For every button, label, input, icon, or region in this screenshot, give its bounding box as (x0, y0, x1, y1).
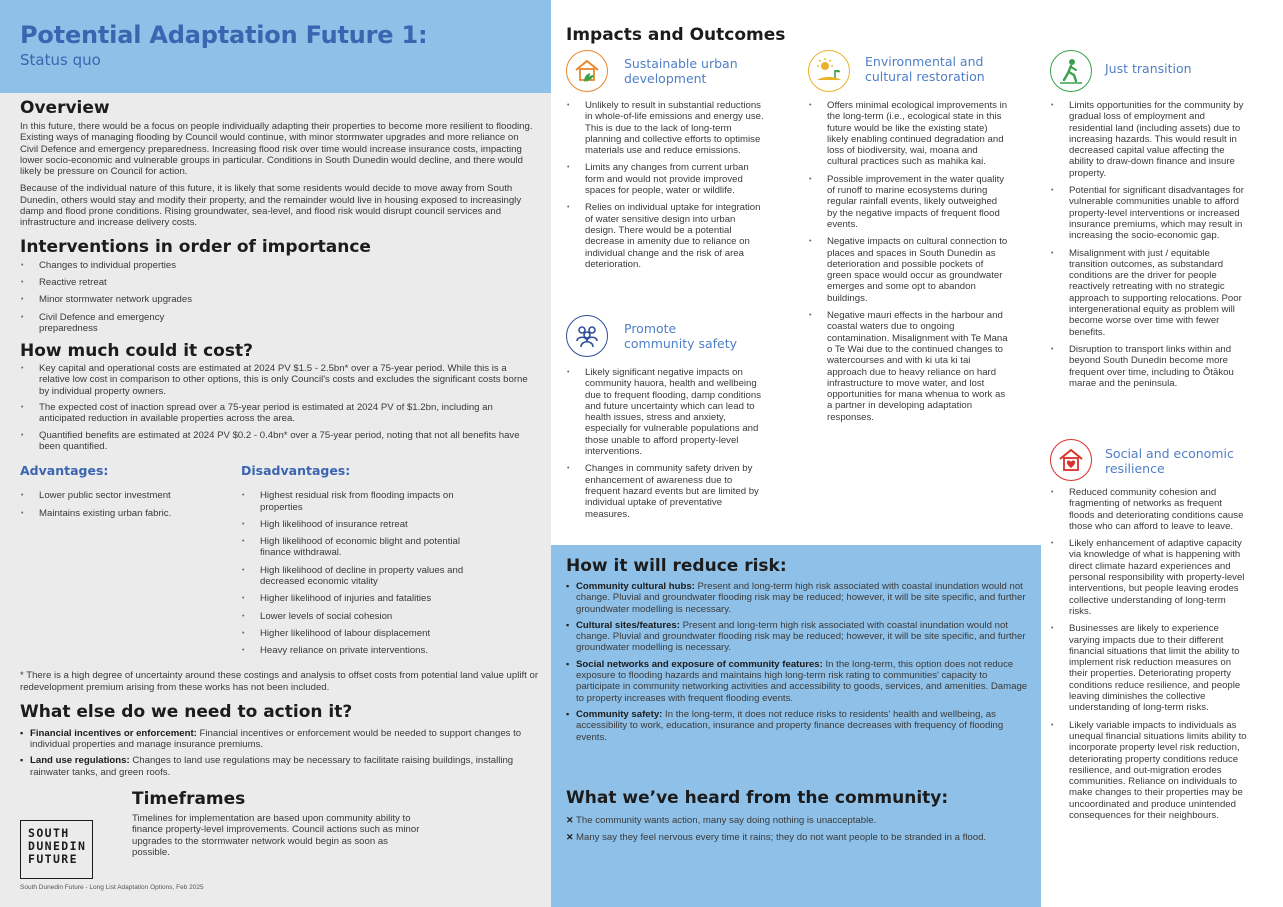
list-item: • Quantified benefits are estimated at 2024 PV $0.2 - 0.4bn* over a 75-year period, noting that not all benefits have been quantified. (20, 430, 538, 453)
list-item: • Limits opportunities for the community by gradual loss of employment and residential land (including assets) due to increasing hazards. This would result in decreased capital value affecting the ability to draw-down finance and insure property. (1050, 100, 1250, 179)
list-item: • Lower public sector investment (20, 490, 230, 501)
left-panel (0, 0, 551, 907)
urban-list (566, 100, 766, 270)
list-item: • Negative impacts on cultural connection to places and spaces in South Dunedin as deterioration and possible pockets of green space would occur as groundwater emerges and some opt to abandon buildings. (808, 236, 1008, 304)
list-item: • Reactive retreat (20, 277, 538, 288)
footer: South Dunedin Future - Long List Adaptation Options, Feb 2025 (20, 884, 204, 891)
sun-nature-icon (808, 50, 850, 92)
left-body (20, 97, 538, 778)
list-item: • Maintains existing urban fabric. (20, 508, 230, 519)
disadvantages-column (241, 463, 538, 656)
list-item: • Negative mauri effects in the harbour and coastal waters due to ongoing contamination. Misalignment with Te Mana o Te Wai due to the continued changes to watercourses and with ki uta ki tai approach due to heavy reliance on hard infrastructure to move water, and lost opportunities for mana whenua to work as a partner in developing adaptation responses. (808, 310, 1008, 423)
timeframes-heading: Timeframes (132, 789, 246, 809)
cost-heading: How much could it cost? (20, 341, 253, 362)
list-item: ▪ Community cultural hubs: Present and long-term high risk associated with coastal inundation would not change. Pluvial and groundwater flooding risk may be reduced; however, it will be site specific, and further groundwater modelling is necessary. (566, 581, 1028, 615)
community-section (566, 787, 1028, 850)
people-group-icon (566, 315, 608, 357)
cost-list (20, 363, 538, 452)
list-item: • Disruption to transport links within and beyond South Dunedin become more frequent over time, including to Ōtākou marae and the peninsula. (1050, 344, 1250, 389)
timeframes-text: Timelines for implementation are based upon community ability to finance property-level improvements. Council actions such as minor upgrades to the stormwater network would begin as soon as possible. (132, 813, 420, 858)
list-item: • Businesses are likely to experience varying impacts due to their different financial situations that limit the ability to implement risk reduction measures on their properties. Deteriorating property conditions reduce resilience, and people leaving diminishes the collective understanding of long-term risks. (1050, 623, 1250, 713)
list-item: • Minor stormwater network upgrades (20, 294, 538, 305)
overview-paragraph: In this future, there would be a focus on people individually adapting their properties to become more resilient to flooding. Existing ways of managing flooding by Council would continue, with minor stormwater upgrades and more reliance on Civil Defence and emergency preparedness. Increasing flood risk over time would increase insurance costs, impacting lower socio-economic and vulnerable groups in particular. Conditions in South Dunedin would decline, and there would likely be pressure on Council for action. (20, 121, 533, 178)
list-item: • Heavy reliance on private interventions. (241, 645, 491, 656)
community-heading: What we’ve heard from the community: (566, 788, 949, 808)
environment-list (808, 100, 1008, 423)
risk-content (566, 555, 1028, 748)
community-list (566, 815, 1028, 844)
list-item: • Offers minimal ecological improvements in the long-term (i.e., ecological state in this future would be like the existing state) likely enabling continued degradation and loss of biodiversity, wai, moana and cultural practices such as mahika kai. (808, 100, 1008, 168)
list-item: • Changes in community safety driven by enhancement of awareness due to frequent hazard events but are limited by individual uptake of preventative measures. (566, 463, 766, 519)
category-title: Promote community safety (624, 321, 738, 351)
page-subtitle: Status quo (20, 51, 101, 69)
list-item: • Limits any changes from current urban form and would not provide improved spaces for people, water or wildlife. (566, 162, 766, 196)
list-item: • Likely significant negative impacts on community hauora, health and wellbeing due to frequent flooding, damp conditions and future uncertainty which can lead to health issues, stress and anxiety, especially for vulnerable populations and those unable to afford property-level interventions. (566, 367, 766, 457)
interventions-heading: Interventions in order of importance (20, 236, 371, 257)
list-item: • Possible improvement in the water quality of runoff to marine ecosystems during regular rainfall events, likely outweighed by the negative impacts of frequent flood events. (808, 174, 1008, 230)
logo-line: DUNEDIN (28, 839, 87, 853)
logo-line: FUTURE (28, 852, 78, 866)
title-band (0, 0, 551, 93)
list-item: • High likelihood of insurance retreat (241, 519, 491, 530)
disadvantages-heading: Disadvantages: (241, 463, 351, 479)
list-item: ▪ Community safety: In the long-term, it does not reduce risks to residents' health and wellbeing, as accessibility to work, education, insurance and property finance decreases with frequency of flooding events. (566, 709, 1028, 743)
list-item: ✕ The community wants action, many say doing nothing is unacceptable. (566, 815, 1028, 826)
action-heading: What else do we need to action it? (20, 701, 353, 722)
list-item: • Changes to individual properties (20, 260, 538, 271)
timeframes-section (132, 788, 432, 858)
page-title: Potential Adaptation Future 1: (20, 21, 428, 49)
list-item: ▪ Cultural sites/features: Present and long-term high risk associated with coastal inundation would not change. Pluvial and groundwater flooding risk may be reduced; however, it will be site specific, and further groundwater modelling is necessary. (566, 620, 1028, 654)
list-item: • High likelihood of economic blight and potential finance withdrawal. (241, 536, 491, 559)
list-item: • Likely enhancement of adaptive capacity via knowledge of what is happening with direct climate hazard experiences and personal responsibility with property-level interventions, but people leaving erodes collective understanding of long-term risks. (1050, 538, 1250, 617)
list-item: • Higher likelihood of injuries and fatalities (241, 593, 491, 604)
list-item: • Misalignment with just / equitable transition outcomes, as substandard conditions are the driver for people reactively retreating with no strategic approach to supporting relocations. Poor intergenerational equity as problem will become worse over time with fewer benefits. (1050, 248, 1250, 338)
risk-list (566, 581, 1028, 743)
list-item: ▪ Financial incentives or enforcement: Financial incentives or enforcement would be needed to support changes to individual properties and manage insurance premiums. (20, 728, 538, 751)
pros-cons (20, 463, 538, 663)
list-item: • Likely variable impacts to individuals as unequal financial situations limits ability to incorporate property level risk reduction, deteriorating property conditions reduce resilience, and out-migration erodes communities. Reliance on individuals to make changes to their properties may be uncoordinated and produce unintended consequences for their neighbours. (1050, 720, 1250, 822)
list-item: • High likelihood of decline in property values and decreased economic vitality (241, 565, 491, 588)
footnote: * There is a high degree of uncertainty around these costings and analysis to offset costs from potential land value uplift or redevelopment premium arising from these works has not been included. (20, 670, 539, 693)
list-item: • Highest residual risk from flooding impacts on properties (241, 490, 491, 513)
house-plant-icon (566, 50, 608, 92)
logo (20, 820, 93, 879)
list-item: • Relies on individual uptake for integration of water sensitive design into urban design. There would be a potential decrease in amenity due to reliance on individual change and the risk of area deterioration. (566, 202, 766, 270)
community-safety-column (566, 367, 766, 526)
category-title: Just transition (1105, 61, 1192, 76)
category-title: Environmental and cultural restoration (865, 54, 985, 84)
social-list (1050, 487, 1250, 821)
list-item: • Civil Defence and emergency preparedness (20, 312, 210, 335)
disadvantages-list (241, 490, 491, 656)
list-item: • Key capital and operational costs are estimated at 2024 PV $1.5 - 2.5bn* over a 75-year period. While this is a relative low cost in comparison to other options, this is only Council's costs and excludes the significant costs borne by individual property owners. (20, 363, 538, 397)
list-item: ▪ Social networks and exposure of community features: In the long-term, this option does not reduce exposure to flooding hazards and maintains high long-term risk rating to communities' capacity to participate in community networking activities and accessibility to goods, services, and amenities. Damage to property increases with frequent flooding events. (566, 659, 1028, 704)
advantages-list (20, 490, 230, 519)
logo-line: SOUTH (28, 826, 70, 840)
advantages-heading: Advantages: (20, 463, 109, 479)
action-list (20, 728, 538, 778)
environment-column (808, 100, 1008, 429)
urban-column (566, 100, 766, 276)
list-item: ▪ Land use regulations: Changes to land use regulations may be necessary to facilitate raising buildings, installing rainwater tanks, and green roofs. (20, 755, 538, 778)
list-item: • The expected cost of inaction spread over a 75-year period is estimated at 2024 PV of $1.2bn, including an anticipated reduction in available properties across the area. (20, 402, 538, 425)
overview-heading: Overview (20, 98, 110, 118)
just-transition-list (1050, 100, 1250, 389)
category-title: Sustainable urban development (624, 56, 738, 86)
list-item: • Reduced community cohesion and fragmenting of networks as frequent floods and deteriorating conditions cause those who can afford to leave to leave. (1050, 487, 1250, 532)
list-item: ✕ Many say they feel nervous every time it rains; they do not want people to be stranded in a flood. (566, 832, 1028, 843)
just-transition-column (1050, 100, 1250, 395)
impacts-heading: Impacts and Outcomes (566, 25, 786, 45)
list-item: • Unlikely to result in substantial reductions in whole-of-life emissions and energy use. This is due to the lack of long-term planning and collective efforts to optimise materials use and reduce emissions. (566, 100, 766, 156)
community-safety-list (566, 367, 766, 520)
social-column (1050, 487, 1250, 827)
heart-house-icon (1050, 439, 1092, 481)
risk-panel (551, 545, 1041, 907)
advantages-column (20, 463, 230, 519)
risk-heading: How it will reduce risk: (566, 556, 787, 576)
category-title: Social and economic resilience (1105, 446, 1234, 476)
overview-paragraph: Because of the individual nature of this future, it is likely that some residents would decide to move away from South Dunedin, others would stay and modify their property, and the remainder would live in housing exposed to increasingly damp and flood prone conditions. Rising groundwater, sea-level, and flood risk would disrupt council services and infrastructure and increase delivery costs. (20, 183, 522, 229)
list-item: • Potential for significant disadvantages for vulnerable communities unable to afford property-level interventions or increased insurance premiums, which may result in increasing the socio-economic gap. (1050, 185, 1250, 241)
interventions-list (20, 260, 538, 334)
list-item: • Lower levels of social cohesion (241, 611, 491, 622)
walking-person-icon (1050, 50, 1092, 92)
list-item: • Higher likelihood of labour displacement (241, 628, 491, 639)
